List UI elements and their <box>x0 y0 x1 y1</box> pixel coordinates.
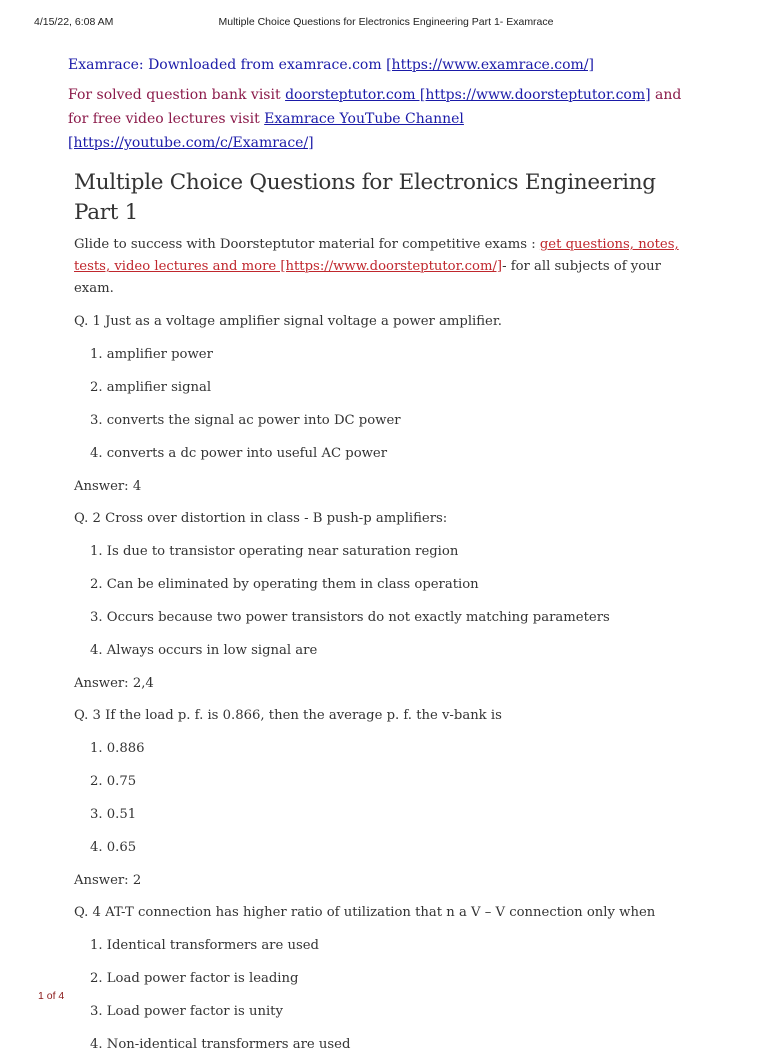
question-text: Q. 2 Cross over distortion in class - B push-p amplifiers: <box>74 511 448 526</box>
option-item: 2. 0.75 <box>90 774 137 789</box>
option-item: 2. amplifier signal <box>90 380 212 395</box>
question-text: Q. 3 If the load p. f. is 0.866, then the average p. f. the v-bank is <box>74 708 502 723</box>
download-text: Examrace: Downloaded from examrace.com <box>68 57 382 73</box>
option-list <box>68 739 690 858</box>
option-item: 4. converts a dc power into useful AC power <box>90 446 388 461</box>
examrace-link[interactable]: [https://www.examrace.com/] <box>386 57 595 73</box>
answer-text: Answer: 2 <box>74 873 142 888</box>
option-item: 1. Is due to transistor operating near saturation region <box>90 544 459 559</box>
intro-paragraph <box>74 234 690 300</box>
option-item: 4. 0.65 <box>90 840 137 855</box>
option-item: 3. 0.51 <box>90 807 137 822</box>
page-count: 1 of 4 <box>38 990 65 1002</box>
option-item: 2. Load power factor is leading <box>90 971 299 986</box>
option-item: 1. 0.886 <box>90 741 145 756</box>
option-item: 3. converts the signal ac power into DC power <box>90 413 401 428</box>
solved-bank-notice <box>68 83 690 155</box>
option-item: 1. Identical transformers are used <box>90 938 319 953</box>
option-list <box>68 345 690 464</box>
option-list <box>68 542 690 661</box>
answer-text: Answer: 2,4 <box>74 676 154 691</box>
question-text: Q. 1 Just as a voltage amplifier signal voltage a power amplifier. <box>74 314 502 329</box>
page-title: Multiple Choice Questions for Electronics Engineering Part 1 <box>74 170 656 225</box>
question-4 <box>68 903 690 1055</box>
youtube-channel-link[interactable]: Examrace YouTube Channel [https://youtube.com/c/Examrace/] <box>68 111 464 151</box>
print-header <box>34 16 738 30</box>
option-list <box>68 936 690 1055</box>
option-item: 4. Always occurs in low signal are <box>90 643 318 658</box>
question-1 <box>68 312 690 497</box>
doorsteptutor-link[interactable]: doorsteptutor.com [https://www.doorsteptutor.com] <box>285 87 651 103</box>
doorsteptutor-material-link[interactable]: get questions, notes, tests, video lectures and more [https://www.doorsteptutor.com/] <box>74 237 679 274</box>
answer-text: Answer: 4 <box>74 479 142 494</box>
intro-suffix: - for all subjects of your exam. <box>74 259 661 296</box>
question-text: Q. 4 AT-T connection has higher ratio of utilization that n a V – V connection only when <box>74 905 656 920</box>
print-footer <box>38 990 64 1002</box>
print-datetime: 4/15/22, 6:08 AM <box>34 16 114 28</box>
solved-prefix: For solved question bank visit <box>68 87 286 103</box>
option-item: 1. amplifier power <box>90 347 213 362</box>
print-page-title: Multiple Choice Questions for Electronics Engineering Part 1- Examrace <box>218 16 554 28</box>
option-item: 3. Occurs because two power transistors do not exactly matching parameters <box>90 610 610 625</box>
document-content <box>68 53 690 1055</box>
question-3 <box>68 706 690 891</box>
option-item: 3. Load power factor is unity <box>90 1004 283 1019</box>
solved-mid: and for free video lectures visit <box>68 87 682 127</box>
intro-prefix: Glide to success with Doorsteptutor material for competitive exams : <box>74 237 540 252</box>
option-item: 2. Can be eliminated by operating them in class operation <box>90 577 479 592</box>
question-2 <box>68 509 690 694</box>
option-item: 4. Non-identical transformers are used <box>90 1037 351 1052</box>
download-notice <box>68 53 690 77</box>
